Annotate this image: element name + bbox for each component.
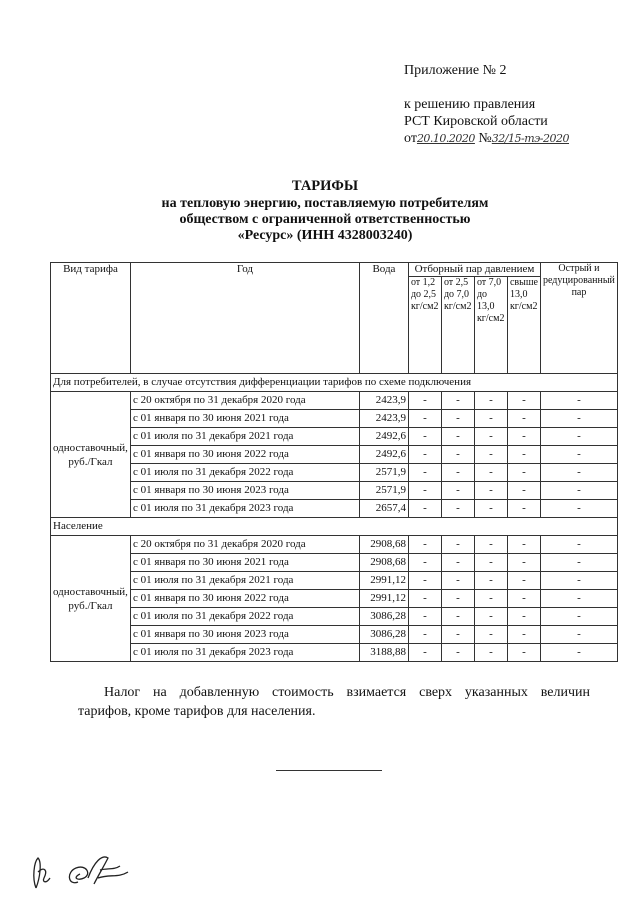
vat-note (78, 683, 590, 721)
empty-value-cell: - (540, 554, 617, 572)
water-value-cell: 2571,9 (359, 482, 408, 500)
tariff-table (50, 262, 618, 662)
document-title (60, 178, 590, 244)
empty-value-cell: - (408, 554, 441, 572)
tariff-kind-cell: одноставочный, руб./Гкал (51, 392, 131, 518)
empty-value-cell: - (540, 410, 617, 428)
water-value-cell: 2657,4 (359, 500, 408, 518)
group-2 (51, 518, 618, 662)
table-row (51, 590, 618, 608)
period-cell: с 20 октября по 31 декабря 2020 года (130, 392, 359, 410)
empty-value-cell: - (540, 536, 617, 554)
empty-value-cell: - (507, 410, 540, 428)
empty-value-cell: - (507, 428, 540, 446)
empty-value-cell: - (408, 608, 441, 626)
empty-value-cell: - (507, 572, 540, 590)
empty-value-cell: - (507, 590, 540, 608)
header-sharp-steam: Острый и редуцированный пар (540, 263, 617, 374)
empty-value-cell: - (474, 482, 507, 500)
empty-value-cell: - (474, 446, 507, 464)
period-cell: с 01 июля по 31 декабря 2023 года (130, 500, 359, 518)
period-cell: с 01 января по 30 июня 2021 года (130, 554, 359, 572)
title-line-1: на тепловую энергию, поставляемую потребителям (161, 196, 489, 211)
header-year: Год (130, 263, 359, 374)
empty-value-cell: - (540, 428, 617, 446)
empty-value-cell: - (507, 500, 540, 518)
empty-value-cell: - (540, 482, 617, 500)
group-1-label: Для потребителей, в случае отсутствия дифференциации тарифов по схеме подключения (51, 374, 618, 392)
empty-value-cell: - (408, 428, 441, 446)
empty-value-cell: - (408, 572, 441, 590)
title-line-2: обществом с ограниченной ответственностью (179, 212, 471, 227)
empty-value-cell: - (441, 482, 474, 500)
title-heading: ТАРИФЫ (291, 178, 359, 194)
empty-value-cell: - (408, 590, 441, 608)
empty-value-cell: - (507, 554, 540, 572)
period-cell: с 01 июля по 31 декабря 2022 года (130, 608, 359, 626)
empty-value-cell: - (441, 536, 474, 554)
table-row (51, 626, 618, 644)
appendix-title: Приложение № 2 (404, 63, 507, 78)
empty-value-cell: - (507, 644, 540, 662)
water-value-cell: 3086,28 (359, 608, 408, 626)
empty-value-cell: - (474, 464, 507, 482)
period-cell: с 20 октября по 31 декабря 2020 года (130, 536, 359, 554)
empty-value-cell: - (441, 392, 474, 410)
empty-value-cell: - (540, 464, 617, 482)
header-kind: Вид тарифа (51, 263, 131, 374)
empty-value-cell: - (474, 392, 507, 410)
empty-value-cell: - (474, 536, 507, 554)
empty-value-cell: - (507, 446, 540, 464)
empty-value-cell: - (507, 536, 540, 554)
empty-value-cell: - (441, 446, 474, 464)
header-steam-4: свыше 13,0 кг/см2 (507, 277, 540, 374)
header-steam-1: от 1,2 до 2,5 кг/см2 (408, 277, 441, 374)
empty-value-cell: - (441, 554, 474, 572)
empty-value-cell: - (408, 410, 441, 428)
empty-value-cell: - (507, 608, 540, 626)
header-water: Вода (359, 263, 408, 374)
table-row (51, 428, 618, 446)
empty-value-cell: - (540, 446, 617, 464)
table-row (51, 446, 618, 464)
empty-value-cell: - (540, 572, 617, 590)
title-line-3: «Ресурс» (ИНН 4328003240) (237, 228, 413, 243)
empty-value-cell: - (507, 482, 540, 500)
tariff-kind-cell: одноставочный, руб./Гкал (51, 536, 131, 662)
table-row (51, 608, 618, 626)
period-cell: с 01 июля по 31 декабря 2023 года (130, 644, 359, 662)
water-value-cell: 2423,9 (359, 392, 408, 410)
empty-value-cell: - (474, 644, 507, 662)
empty-value-cell: - (474, 500, 507, 518)
empty-value-cell: - (408, 392, 441, 410)
table-row (51, 554, 618, 572)
period-cell: с 01 января по 30 июня 2021 года (130, 410, 359, 428)
empty-value-cell: - (507, 392, 540, 410)
empty-value-cell: - (507, 626, 540, 644)
period-cell: с 01 января по 30 июня 2022 года (130, 446, 359, 464)
water-value-cell: 2991,12 (359, 590, 408, 608)
table-row (51, 536, 618, 554)
table-row (51, 482, 618, 500)
empty-value-cell: - (474, 554, 507, 572)
header-steam-3: от 7,0 до 13,0 кг/см2 (474, 277, 507, 374)
empty-value-cell: - (474, 608, 507, 626)
divider-line (276, 770, 382, 771)
empty-value-cell: - (540, 392, 617, 410)
empty-value-cell: - (540, 590, 617, 608)
empty-value-cell: - (441, 500, 474, 518)
vat-note-line-2: тарифов, кроме тарифов для населения. (78, 704, 316, 719)
appendix-block (404, 62, 569, 147)
handwritten-date: 20.10.2020 (416, 132, 475, 145)
table-row (51, 392, 618, 410)
water-value-cell: 2991,12 (359, 572, 408, 590)
empty-value-cell: - (474, 428, 507, 446)
water-value-cell: 3086,28 (359, 626, 408, 644)
empty-value-cell: - (408, 644, 441, 662)
group-2-label: Население (51, 518, 618, 536)
empty-value-cell: - (441, 428, 474, 446)
header-steam: Отборный пар давлением (408, 263, 540, 277)
period-cell: с 01 июля по 31 декабря 2022 года (130, 464, 359, 482)
empty-value-cell: - (474, 626, 507, 644)
appendix-date-line: от20.10.2020 №32/15-тэ-2020 (404, 131, 570, 146)
empty-value-cell: - (408, 482, 441, 500)
water-value-cell: 2423,9 (359, 410, 408, 428)
empty-value-cell: - (441, 608, 474, 626)
empty-value-cell: - (441, 590, 474, 608)
water-value-cell: 3188,88 (359, 644, 408, 662)
empty-value-cell: - (441, 644, 474, 662)
empty-value-cell: - (474, 410, 507, 428)
empty-value-cell: - (441, 572, 474, 590)
water-value-cell: 2908,68 (359, 536, 408, 554)
table-row (51, 410, 618, 428)
vat-note-line-1: Налог на добавленную стоимость взимается сверх указанных величин (104, 685, 590, 700)
water-value-cell: 2908,68 (359, 554, 408, 572)
group-1 (51, 374, 618, 518)
empty-value-cell: - (441, 464, 474, 482)
period-cell: с 01 июля по 31 декабря 2021 года (130, 428, 359, 446)
period-cell: с 01 января по 30 июня 2023 года (130, 482, 359, 500)
water-value-cell: 2571,9 (359, 464, 408, 482)
empty-value-cell: - (540, 626, 617, 644)
empty-value-cell: - (408, 464, 441, 482)
empty-value-cell: - (540, 608, 617, 626)
appendix-decision: к решению правления (404, 97, 536, 112)
table-row (51, 572, 618, 590)
table-row (51, 464, 618, 482)
period-cell: с 01 июля по 31 декабря 2021 года (130, 572, 359, 590)
empty-value-cell: - (474, 572, 507, 590)
empty-value-cell: - (540, 500, 617, 518)
empty-value-cell: - (507, 464, 540, 482)
water-value-cell: 2492,6 (359, 446, 408, 464)
water-value-cell: 2492,6 (359, 428, 408, 446)
empty-value-cell: - (408, 446, 441, 464)
handwritten-number: 32/15-тэ-2020 (491, 132, 570, 145)
header-steam-2: от 2,5 до 7,0 кг/см2 (441, 277, 474, 374)
empty-value-cell: - (408, 500, 441, 518)
empty-value-cell: - (441, 410, 474, 428)
table-row (51, 644, 618, 662)
period-cell: с 01 января по 30 июня 2022 года (130, 590, 359, 608)
empty-value-cell: - (540, 644, 617, 662)
empty-value-cell: - (441, 626, 474, 644)
appendix-authority: РСТ Кировской области (404, 114, 548, 129)
table-row (51, 500, 618, 518)
period-cell: с 01 января по 30 июня 2023 года (130, 626, 359, 644)
empty-value-cell: - (408, 536, 441, 554)
signature-initials (28, 848, 148, 896)
empty-value-cell: - (408, 626, 441, 644)
empty-value-cell: - (474, 590, 507, 608)
